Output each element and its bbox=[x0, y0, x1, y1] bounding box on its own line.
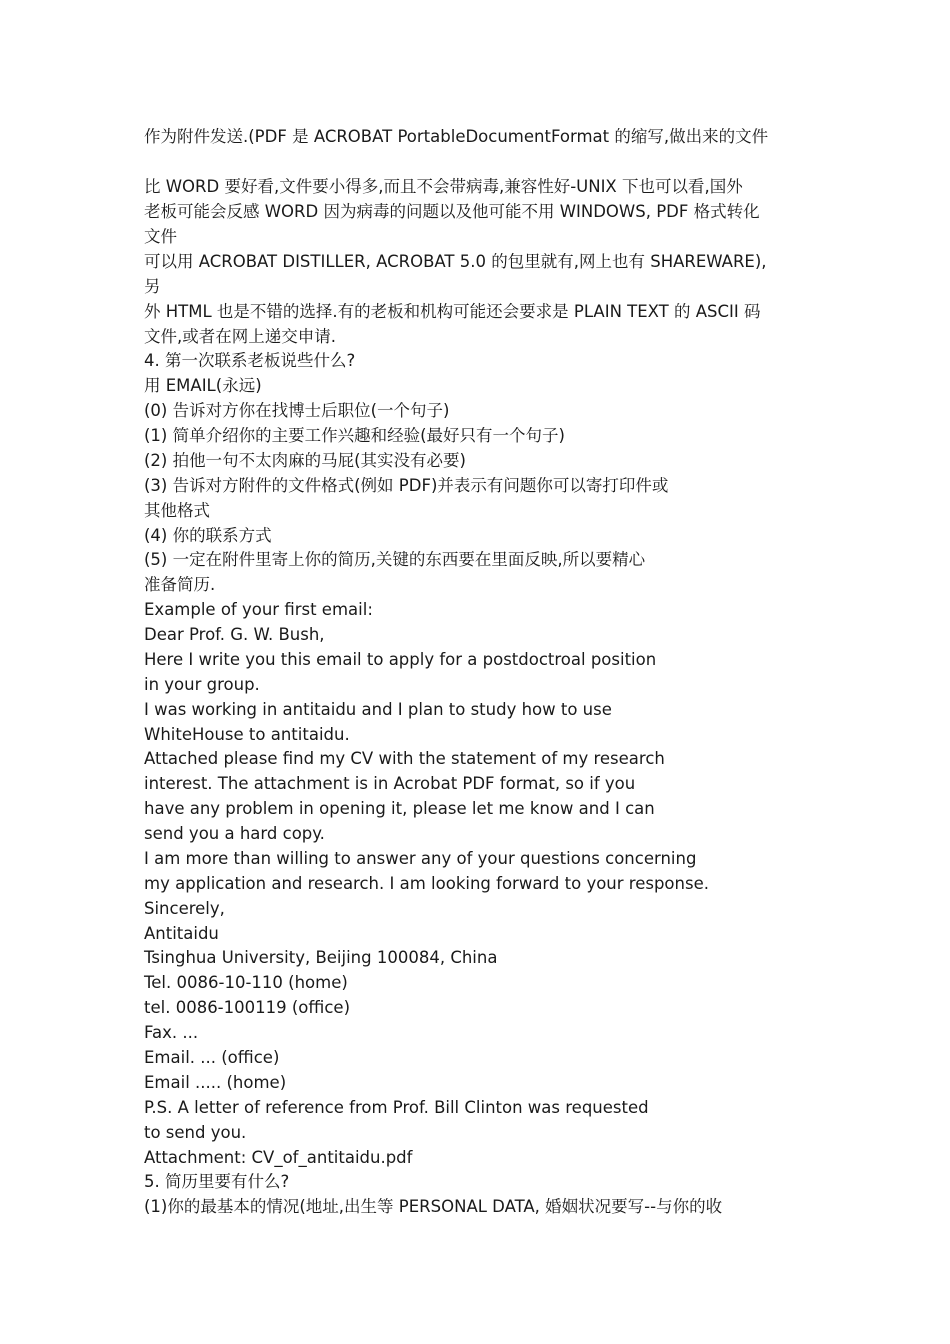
section-heading: 4. 第一次联系老板说些什么? bbox=[144, 351, 356, 370]
text-line: Example of your first email: bbox=[144, 600, 373, 619]
list-item: 其他格式 bbox=[144, 501, 210, 520]
text-line: Dear Prof. G. W. Bush, bbox=[144, 625, 325, 644]
text-line: Email. ... (office) bbox=[144, 1048, 280, 1067]
text-line: I was working in antitaidu and I plan to study how to use bbox=[144, 700, 612, 719]
text-line: 比 WORD 要好看,文件要小得多,而且不会带病毒,兼容性好-UNIX 下也可以看,国外 bbox=[144, 177, 743, 196]
text-line: 作为附件发送.(PDF 是 ACROBAT PortableDocumentFormat 的缩写,做出来的文件 bbox=[144, 127, 769, 146]
text-line: 用 EMAIL(永远) bbox=[144, 376, 262, 395]
text-line: Sincerely, bbox=[144, 899, 225, 918]
text-line: tel. 0086-100119 (office) bbox=[144, 998, 351, 1017]
text-line: send you a hard copy. bbox=[144, 824, 325, 843]
text-line: 文件,或者在网上递交申请. bbox=[144, 327, 336, 346]
text-line: 可以用 ACROBAT DISTILLER, ACROBAT 5.0 的包里就有,网上也有 SHAREWARE), bbox=[144, 252, 767, 271]
text-line: Here I write you this email to apply for a postdoctroal position bbox=[144, 650, 657, 669]
text-line: 外 HTML 也是不错的选择.有的老板和机构可能还会要求是 PLAIN TEXT 的 ASCII 码 bbox=[144, 302, 761, 321]
text-line: Email ..... (home) bbox=[144, 1073, 287, 1092]
section-heading: 5. 简历里要有什么? bbox=[144, 1172, 290, 1191]
list-item: (5) 一定在附件里寄上你的简历,关键的东西要在里面反映,所以要精心 bbox=[144, 550, 646, 569]
text-line: Attachment: CV_of_antitaidu.pdf bbox=[144, 1148, 413, 1167]
text-line: Attached please find my CV with the statement of my research bbox=[144, 749, 665, 768]
list-item: (0) 告诉对方你在找博士后职位(一个句子) bbox=[144, 401, 450, 420]
text-line: 另 bbox=[144, 277, 161, 296]
text-line: Tel. 0086-10-110 (home) bbox=[144, 973, 348, 992]
text-line: to send you. bbox=[144, 1123, 247, 1142]
list-item: (4) 你的联系方式 bbox=[144, 526, 272, 545]
text-line: 老板可能会反感 WORD 因为病毒的问题以及他可能不用 WINDOWS, PDF 格式转化 bbox=[144, 202, 760, 221]
text-line: I am more than willing to answer any of your questions concerning bbox=[144, 849, 697, 868]
list-item: 准备简历. bbox=[144, 575, 216, 594]
text-line: my application and research. I am looking forward to your response. bbox=[144, 874, 709, 893]
text-line: Fax. ... bbox=[144, 1023, 199, 1042]
list-item: (3) 告诉对方附件的文件格式(例如 PDF)并表示有问题你可以寄打印件或 bbox=[144, 476, 669, 495]
text-line: have any problem in opening it, please let me know and I can bbox=[144, 799, 655, 818]
list-item: (1) 简单介绍你的主要工作兴趣和经验(最好只有一个句子) bbox=[144, 426, 565, 445]
text-line: Tsinghua University, Beijing 100084, China bbox=[144, 948, 498, 967]
text-line: (1)你的最基本的情况(地址,出生等 PERSONAL DATA, 婚姻状况要写--与你的收 bbox=[144, 1197, 723, 1216]
text-line: P.S. A letter of reference from Prof. Bill Clinton was requested bbox=[144, 1098, 649, 1117]
text-line: interest. The attachment is in Acrobat PDF format, so if you bbox=[144, 774, 636, 793]
text-line: WhiteHouse to antitaidu. bbox=[144, 725, 350, 744]
list-item: (2) 拍他一句不太肉麻的马屁(其实没有必要) bbox=[144, 451, 466, 470]
text-line: Antitaidu bbox=[144, 924, 219, 943]
text-line: 文件 bbox=[144, 227, 177, 246]
text-line: in your group. bbox=[144, 675, 260, 694]
